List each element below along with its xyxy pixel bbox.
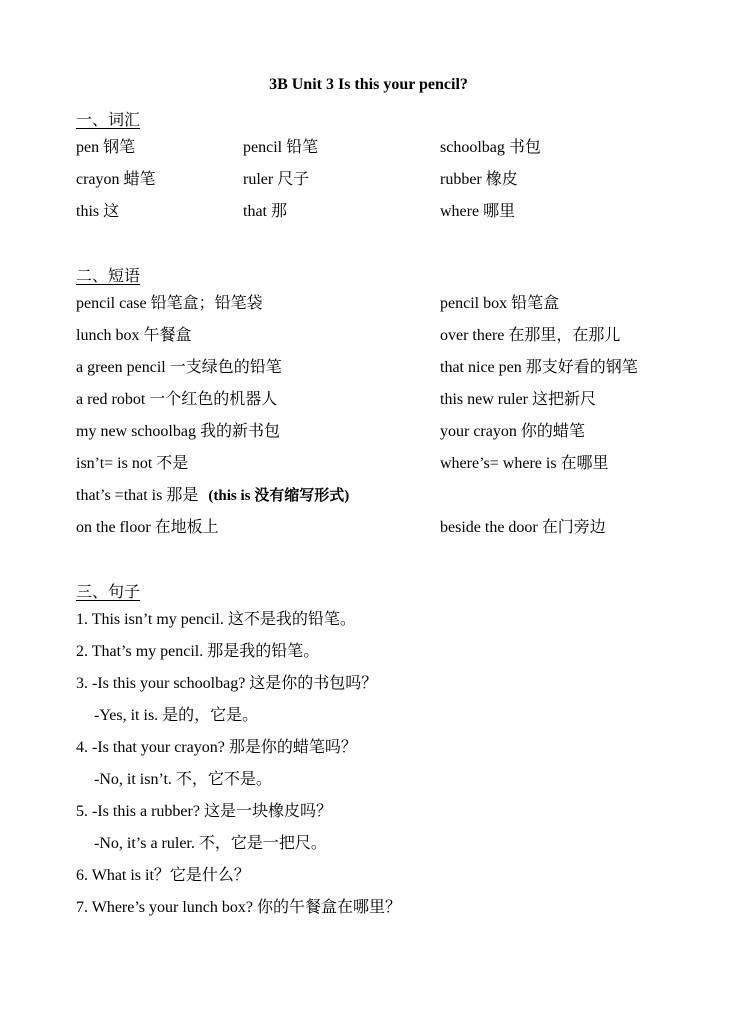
phrase-item: a green pencil 一支绿色的铅笔 — [76, 359, 282, 376]
vocab-item: where 哪里 — [440, 203, 516, 220]
vocab-item: that 那 — [243, 203, 287, 220]
vocab-item: pen 钢笔 — [76, 139, 136, 156]
sentence-answer: -No, it’s a ruler. 不，它是一把尺。 — [94, 835, 327, 852]
vocab-item: crayon 蜡笔 — [76, 171, 156, 188]
sentence-line: 1. This isn’t my pencil. 这不是我的铅笔。 — [76, 611, 356, 628]
phrase-item: your crayon 你的蜡笔 — [440, 423, 585, 440]
phrase-item: pencil box 铅笔盒 — [440, 295, 560, 312]
phrase-item: isn’t= is not 不是 — [76, 455, 189, 472]
sentence-line: 6. What is it？它是什么？ — [76, 867, 250, 884]
document-title: 3B Unit 3 Is this your pencil? — [269, 76, 468, 93]
phrase-item: on the floor 在地板上 — [76, 519, 219, 536]
sentence-answer: -No, it isn’t. 不，它不是。 — [94, 771, 272, 788]
phrase-text: that’s =that is 那是 — [76, 487, 199, 504]
phrase-note: (this is 没有缩写形式) — [208, 488, 350, 504]
vocab-item: this 这 — [76, 203, 120, 220]
vocab-item: rubber 橡皮 — [440, 171, 518, 188]
phrase-item: pencil case 铅笔盒；铅笔袋 — [76, 295, 263, 312]
phrase-item — [76, 486, 349, 506]
phrase-item: where’s= where is 在哪里 — [440, 455, 609, 472]
section-heading-vocab: 一、词汇 — [76, 112, 141, 129]
sentence-answer: -Yes, it is. 是的，它是。 — [94, 707, 259, 724]
section-heading-phrases: 二、短语 — [76, 268, 141, 285]
section-heading-sentences: 三、句子 — [76, 584, 141, 601]
sentence-line: 3. -Is this your schoolbag? 这是你的书包吗？ — [76, 675, 378, 692]
sentence-line: 2. That’s my pencil. 那是我的铅笔。 — [76, 643, 320, 660]
phrase-item: lunch box 午餐盒 — [76, 327, 192, 344]
vocab-item: ruler 尺子 — [243, 171, 310, 188]
vocab-item: schoolbag 书包 — [440, 139, 541, 156]
phrase-item: over there 在那里，在那儿 — [440, 327, 621, 344]
phrase-item: my new schoolbag 我的新书包 — [76, 423, 280, 440]
phrase-item: beside the door 在门旁边 — [440, 519, 606, 536]
phrase-item: that nice pen 那支好看的钢笔 — [440, 359, 638, 376]
phrase-item: this new ruler 这把新尺 — [440, 391, 596, 408]
vocab-item: pencil 铅笔 — [243, 139, 319, 156]
sentence-line: 4. -Is that your crayon? 那是你的蜡笔吗？ — [76, 739, 357, 756]
phrase-item: a red robot 一个红色的机器人 — [76, 391, 278, 408]
sentence-line: 5. -Is this a rubber? 这是一块橡皮吗？ — [76, 803, 332, 820]
sentence-line: 7. Where’s your lunch box? 你的午餐盒在哪里？ — [76, 899, 401, 916]
